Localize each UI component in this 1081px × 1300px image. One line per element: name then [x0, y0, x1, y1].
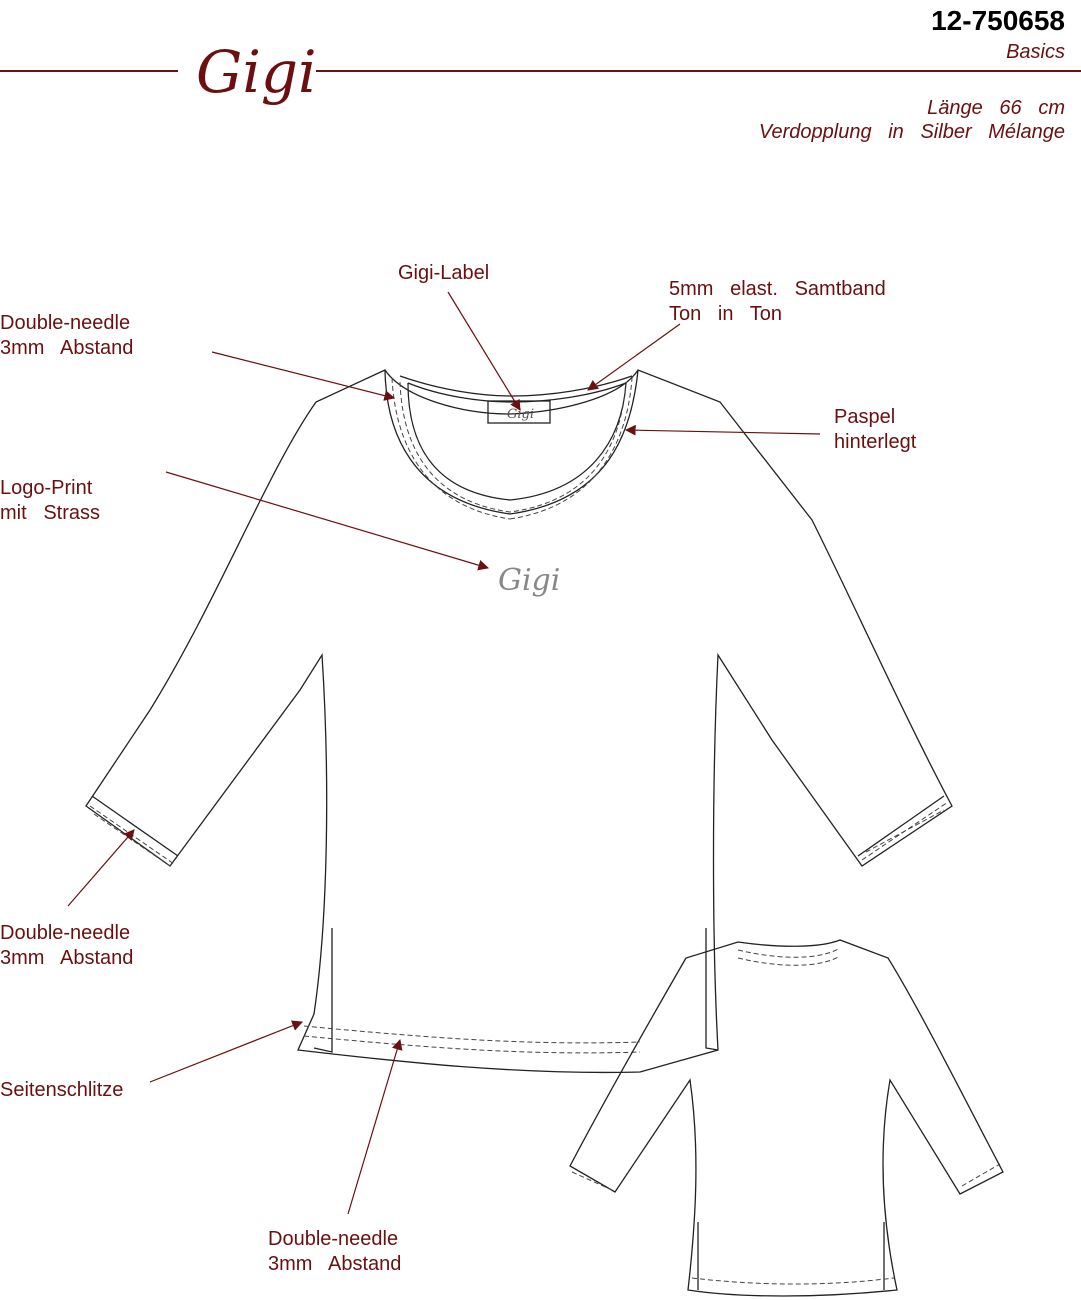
right-side-slit: [706, 928, 718, 1050]
callout-double-needle-sleeve: Double-needle 3mm Abstand: [0, 922, 134, 969]
callout-gigi-label: Gigi-Label: [398, 262, 490, 284]
callout-double-needle-neck: Double-needle 3mm Abstand: [0, 312, 134, 359]
left-cuff-line: [92, 796, 178, 856]
brand-logo: Gigi: [196, 38, 317, 106]
collection-name: Basics: [1006, 41, 1065, 63]
back-view: [570, 940, 1003, 1296]
leader-samtband: [588, 324, 680, 390]
leader-double-needle-neck: [212, 352, 394, 398]
article-number: 12-750658: [931, 5, 1065, 36]
front-body-outline: [86, 370, 952, 1072]
callout-samtband: 5mm elast. Samtband Ton in Ton: [669, 278, 886, 325]
callout-double-needle-hem: Double-needle 3mm Abstand: [268, 1228, 402, 1275]
back-hem-stitch: [692, 1278, 894, 1284]
back-body-outline: [570, 940, 1003, 1296]
callout-logo-print: Logo-Print mit Strass: [0, 477, 101, 524]
logo-print-rhinestone: Gigi: [498, 563, 561, 598]
gigi-label-logo: Gigi: [507, 407, 535, 422]
lining-note: Verdopplung in Silber Mélange: [758, 121, 1065, 143]
leader-double-needle-hem: [348, 1040, 400, 1214]
leader-double-needle-sleeve: [68, 830, 134, 906]
right-cuff-line: [858, 796, 944, 856]
leader-paspel: [626, 430, 820, 434]
hem-stitch-2: [304, 1036, 640, 1053]
right-cuff-stitch-2: [866, 810, 944, 852]
callout-paspel: Paspel hinterlegt: [834, 406, 917, 453]
callout-seitenschlitze: Seitenschlitze: [0, 1079, 124, 1101]
leader-seitenschlitze: [150, 1022, 302, 1082]
back-neck-stitch-1: [738, 948, 840, 957]
front-view: [86, 370, 952, 1072]
front-back-neck-line-2: [400, 376, 632, 396]
leader-gigi-label: [448, 292, 520, 410]
length-note: Länge 66 cm: [927, 97, 1065, 119]
leader-logo-print: [166, 472, 488, 568]
left-cuff-stitch-1: [90, 806, 174, 864]
